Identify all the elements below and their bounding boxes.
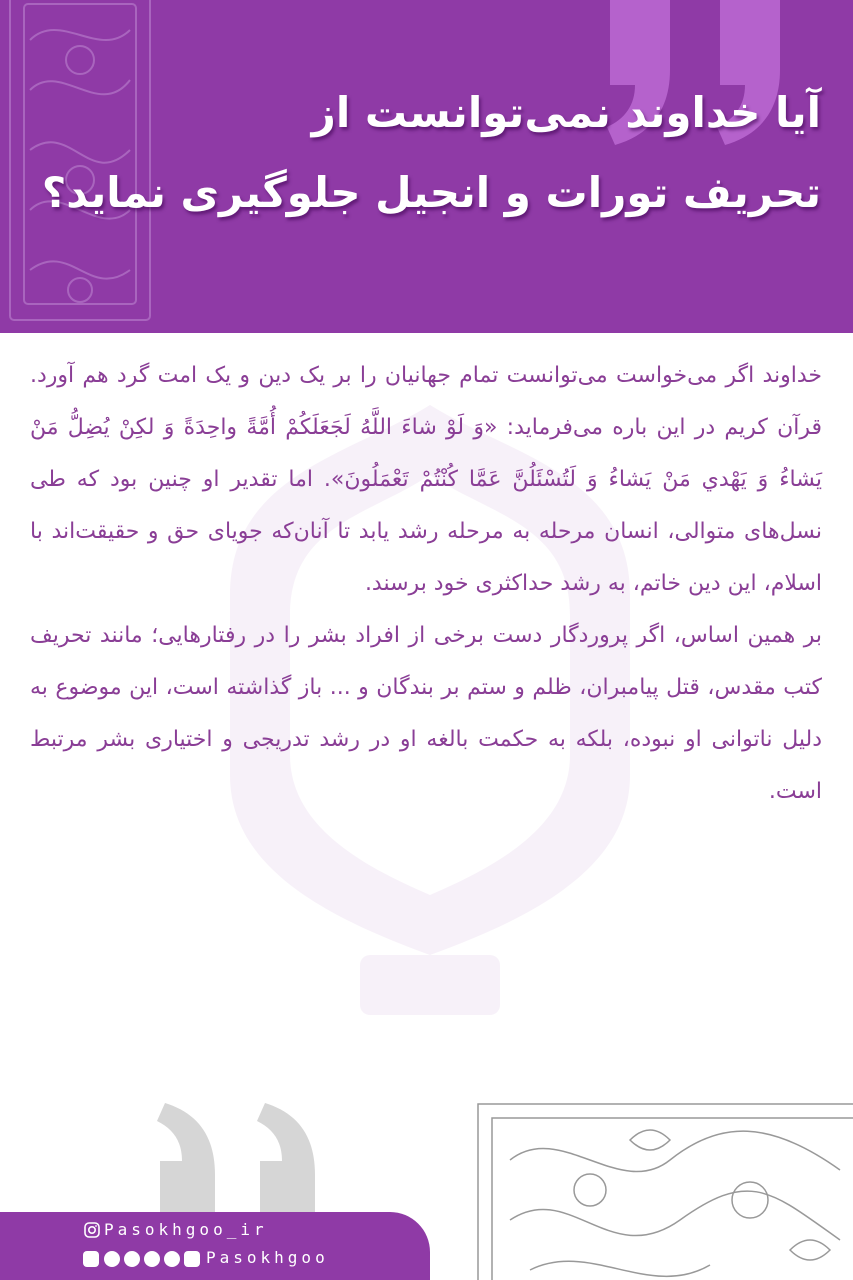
arabesque-pattern-icon <box>0 0 170 333</box>
header-banner <box>0 0 853 333</box>
page-title-line-1: آیا خداوند نمی‌توانست از <box>311 88 821 137</box>
instagram-handle[interactable]: Pasokhgoo_ir <box>104 1220 268 1239</box>
other-handle[interactable]: Pasokhgoo <box>206 1248 329 1267</box>
instagram-handle-row <box>82 1220 268 1239</box>
arabesque-pattern-bottom-icon <box>470 1100 853 1280</box>
paragraph-2: بر همین اساس، اگر پروردگار دست برخی از افراد بشر را در رفتارهایی؛ مانند تحریف کتب مقدس، قتل پیامبران، ظلم و ستم بر بندگان و ... باز گذاشته است، این موضوع به دلیل ناتوانی او نبوده، بلکه به حکمت بالغه او در رشد تدریجی و اختیاری بشر مرتبط است. <box>30 623 822 804</box>
other-handle-row <box>82 1248 329 1267</box>
page-title-line-2: تحریف تورات و انجیل جلوگیری نماید؟ <box>41 168 821 217</box>
social-footer <box>0 1212 430 1280</box>
article-body <box>30 350 822 818</box>
paragraph-1: خداوند اگر می‌خواست می‌توانست تمام جهانیان را بر یک دین و یک امت گرد هم آورد. قرآن کریم در این باره می‌فرماید: «وَ لَوْ شاءَ اللَّهُ لَجَعَلَكُمْ أُمَّةً واحِدَةً وَ لكِنْ يُضِلُّ مَنْ يَشاءُ وَ يَهْدي مَنْ يَشاءُ وَ لَتُسْئَلُنَّ عَمَّا كُنْتُمْ تَعْمَلُونَ». اما تقدیر او چنین بود که طی نسل‌های متوالی، انسان مرحله به مرحله رشد یابد تا آنان‌که جویای حق و حقیقت‌اند با اسلام، این دین خاتم، به رشد حداکثری خود برسند. <box>30 363 822 596</box>
